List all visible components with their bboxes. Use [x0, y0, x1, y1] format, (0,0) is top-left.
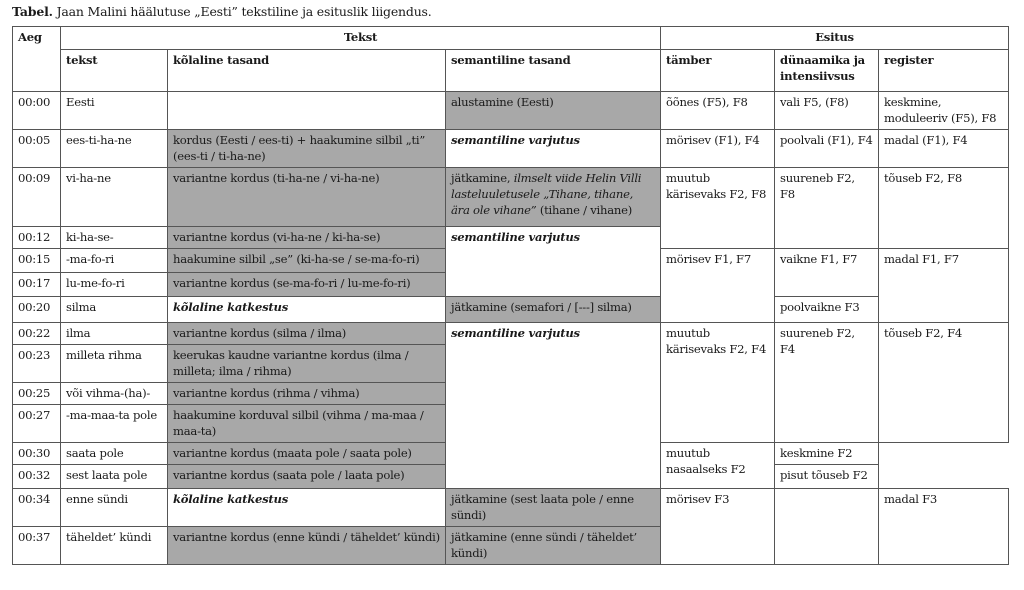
- cell-tamber: mörisev F1, F7: [661, 249, 775, 323]
- cell-text: ki-ha-se-: [61, 227, 168, 249]
- cell-kolaline: kõlaline katkestus: [168, 489, 446, 527]
- header-aeg: Aeg: [13, 27, 61, 92]
- cell-register: tõuseb F2, F8: [879, 168, 1009, 249]
- caption-text: Jaan Malini häälutuse „Eesti” tekstiline ja esituslik liigendus.: [56, 4, 432, 19]
- cell-text: ees-ti-ha-ne: [61, 130, 168, 168]
- cell-text: vi-ha-ne: [61, 168, 168, 227]
- cell-tamber: mörisev (F1), F4: [661, 130, 775, 168]
- cell-kolaline: haakumine silbil „se” (ki-ha-se / se-ma-fo-ri): [168, 249, 446, 273]
- header-tekst-col: tekst: [61, 50, 168, 92]
- cell-text: sest laata pole: [61, 465, 168, 489]
- cell-time: 00:34: [13, 489, 61, 527]
- cell-tamber: muutub nasaalseks F2: [661, 443, 775, 489]
- cell-tamber: muutub kärisevaks F2, F8: [661, 168, 775, 249]
- cell-dunaamika: vaikne F1, F7: [775, 249, 879, 297]
- cell-register: keskmine, moduleeriv (F5), F8: [879, 92, 1009, 130]
- cell-text: saata pole: [61, 443, 168, 465]
- header-row-2: [13, 50, 1009, 92]
- cell-time: 00:05: [13, 130, 61, 168]
- header-esitus: Esitus: [661, 27, 1009, 50]
- cell-time: 00:32: [13, 465, 61, 489]
- cell-register: tõuseb F2, F4: [879, 323, 1009, 443]
- cell-kolaline: [168, 92, 446, 130]
- cell-dunaamika: poolvali (F1), F4: [775, 130, 879, 168]
- cell-time: 00:15: [13, 249, 61, 273]
- cell-tamber: mörisev F3: [661, 489, 775, 565]
- cell-text: täheldet’ kündi: [61, 527, 168, 565]
- cell-semantiline: jätkamine (sest laata pole / enne sündi): [446, 489, 661, 527]
- cell-kolaline: variantne kordus (se-ma-fo-ri / lu-me-fo-ri): [168, 273, 446, 297]
- table-row: [13, 92, 1009, 130]
- cell-register: madal (F1), F4: [879, 130, 1009, 168]
- cell-kolaline: variantne kordus (maata pole / saata pole): [168, 443, 446, 465]
- cell-kolaline: variantne kordus (saata pole / laata pole): [168, 465, 446, 489]
- cell-kolaline: kõlaline katkestus: [168, 297, 446, 323]
- sem-part-c: (tihane / vihane): [536, 203, 632, 217]
- data-table: [12, 26, 1009, 565]
- cell-dunaamika: suureneb F2, F4: [775, 323, 879, 443]
- cell-semantiline: semantiline varjutus: [446, 130, 661, 168]
- cell-kolaline: keerukas kaudne variantne kordus (ilma / milleta; ilma / rihma): [168, 345, 446, 383]
- cell-text: -ma-fo-ri: [61, 249, 168, 273]
- cell-dunaamika: poolvaikne F3: [775, 297, 879, 323]
- cell-kolaline: variantne kordus (ti-ha-ne / vi-ha-ne): [168, 168, 446, 227]
- cell-kolaline: variantne kordus (vi-ha-ne / ki-ha-se): [168, 227, 446, 249]
- cell-register: madal F3: [879, 489, 1009, 565]
- cell-time: 00:30: [13, 443, 61, 465]
- header-semantiline: semantiline tasand: [446, 50, 661, 92]
- cell-time: 00:20: [13, 297, 61, 323]
- cell-time: 00:25: [13, 383, 61, 405]
- cell-kolaline: kordus (Eesti / ees-ti) + haakumine silbil „ti” (ees-ti / ti-ha-ne): [168, 130, 446, 168]
- cell-text: ilma: [61, 323, 168, 345]
- table-caption: [12, 4, 432, 19]
- header-tekst: Tekst: [61, 27, 661, 50]
- cell-register: madal F1, F7: [879, 249, 1009, 323]
- cell-time: 00:00: [13, 92, 61, 130]
- table-row: [13, 323, 1009, 345]
- cell-kolaline: variantne kordus (rihma / vihma): [168, 383, 446, 405]
- cell-text: silma: [61, 297, 168, 323]
- table-row: [13, 489, 1009, 527]
- cell-time: 00:12: [13, 227, 61, 249]
- cell-semantiline: semantiline varjutus: [446, 227, 661, 297]
- cell-text: Eesti: [61, 92, 168, 130]
- header-row-1: [13, 27, 1009, 50]
- caption-label: Tabel.: [12, 4, 53, 19]
- cell-dunaamika: vali F5, (F8): [775, 92, 879, 130]
- header-register: register: [879, 50, 1009, 92]
- cell-register: pisut tõuseb F2: [775, 465, 879, 489]
- cell-text: lu-me-fo-ri: [61, 273, 168, 297]
- cell-text: enne sündi: [61, 489, 168, 527]
- cell-time: 00:23: [13, 345, 61, 383]
- cell-tamber: muutub kärisevaks F2, F4: [661, 323, 775, 443]
- table-row: [13, 168, 1009, 227]
- cell-time: 00:27: [13, 405, 61, 443]
- cell-dunaamika: [775, 489, 879, 565]
- cell-text: või vihma-(ha)-: [61, 383, 168, 405]
- cell-time: 00:22: [13, 323, 61, 345]
- header-dunaamika: dünaamika ja intensiivsus: [775, 50, 879, 92]
- cell-semantiline: semantiline varjutus: [446, 323, 661, 489]
- cell-dunaamika: suureneb F2, F8: [775, 168, 879, 249]
- cell-text: -ma-maa-ta pole: [61, 405, 168, 443]
- cell-time: 00:37: [13, 527, 61, 565]
- cell-semantiline: jätkamine (semafori / [---] silma): [446, 297, 661, 323]
- cell-kolaline: variantne kordus (silma / ilma): [168, 323, 446, 345]
- cell-time: 00:09: [13, 168, 61, 227]
- cell-text: milleta rihma: [61, 345, 168, 383]
- header-tamber: tämber: [661, 50, 775, 92]
- sem-part-a: jätkamine,: [451, 171, 514, 185]
- cell-semantiline: alustamine (Eesti): [446, 92, 661, 130]
- cell-kolaline: haakumine korduval silbil (vihma / ma-maa / maa-ta): [168, 405, 446, 443]
- cell-semantiline: jätkamine (enne sündi / täheldet’ kündi): [446, 527, 661, 565]
- header-kolaline: kõlaline tasand: [168, 50, 446, 92]
- table-row: [13, 297, 1009, 323]
- cell-time: 00:17: [13, 273, 61, 297]
- cell-tamber: õõnes (F5), F8: [661, 92, 775, 130]
- cell-kolaline: variantne kordus (enne kündi / täheldet’ kündi): [168, 527, 446, 565]
- table-row: [13, 130, 1009, 168]
- cell-register: keskmine F2: [775, 443, 879, 465]
- cell-semantiline: [446, 168, 661, 227]
- sem-part-b: ilmselt viide Helin Villi lasteluuletusele „Tihane, tihane, ära ole vihane”: [451, 171, 642, 217]
